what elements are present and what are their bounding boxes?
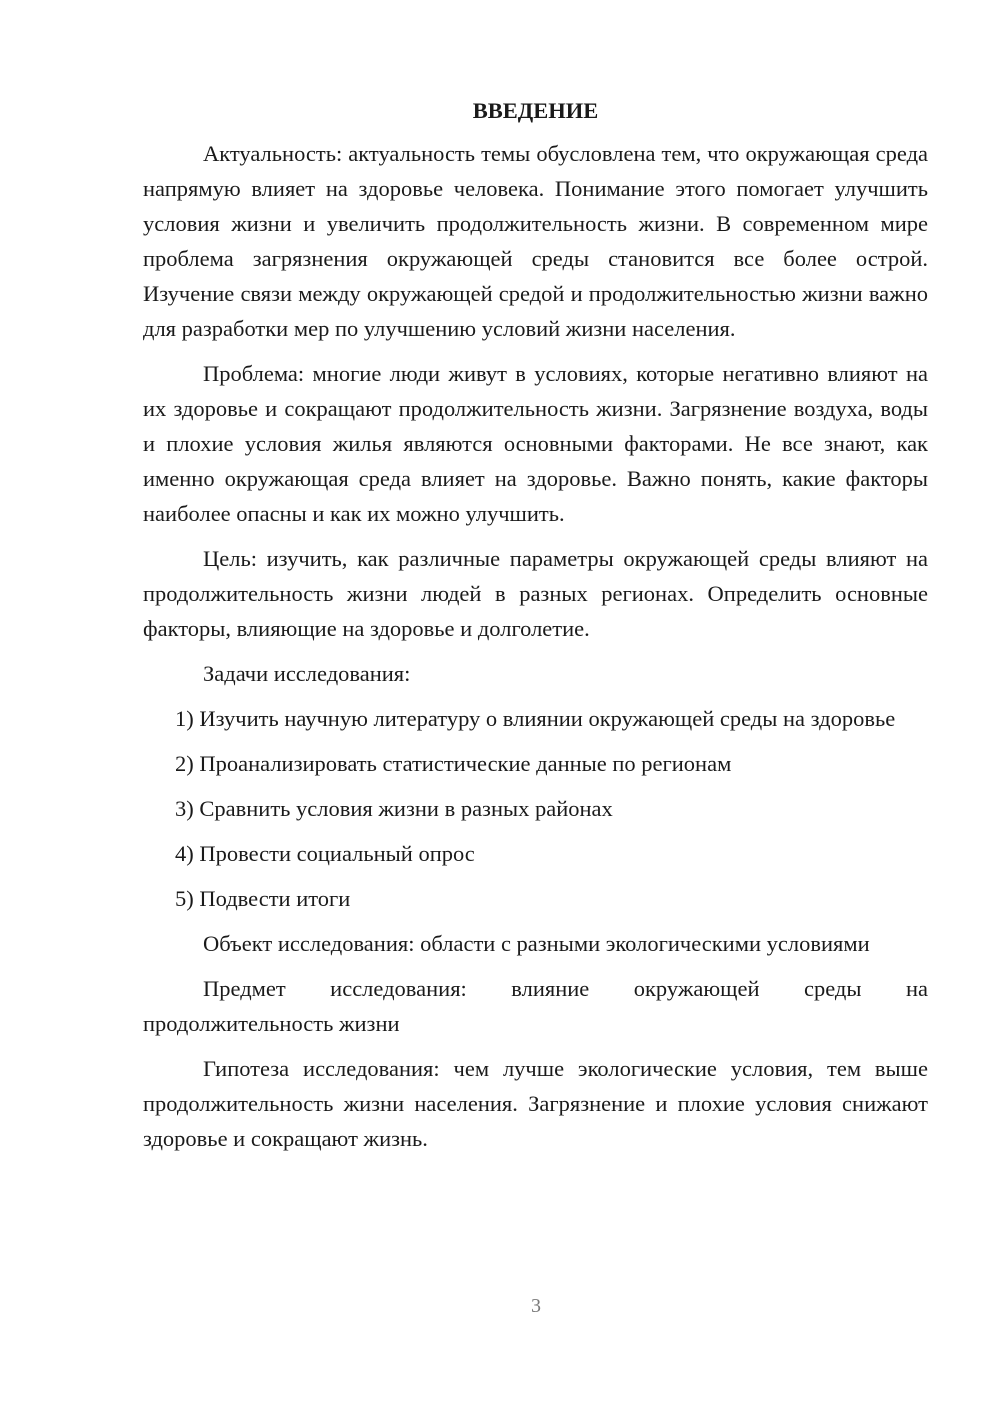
task-item: 3) Сравнить условия жизни в разных районах bbox=[175, 796, 613, 821]
problem-paragraph: Проблема: многие люди живут в условиях, которые негативно влияют на их здоровье и сокращают продолжительность жизни. Загрязнение воздуха, воды и плохие условия жилья являются основными факторами. Не все знают, как именно окружающая среда влияет на здоровье. Важно понять, какие факторы наиболее опасны и как их можно улучшить. bbox=[143, 361, 928, 526]
goal-paragraph: Цель: изучить, как различные параметры окружающей среды влияют на продолжительность жизни людей в разных регионах. Определить основные факторы, влияющие на здоровье и долголетие. bbox=[143, 546, 928, 641]
task-item: 4) Провести социальный опрос bbox=[175, 841, 475, 866]
object-paragraph: Объект исследования: области с разными экологическими условиями bbox=[203, 931, 870, 956]
page-title: ВВЕДЕНИЕ bbox=[472, 98, 599, 123]
tasks-heading: Задачи исследования: bbox=[203, 661, 411, 686]
relevance-paragraph: Актуальность: актуальность темы обусловлена тем, что окружающая среда напрямую влияет на здоровье человека. Понимание этого помогает улучшить условия жизни и увеличить продолжительность жизни. В современном мире проблема загрязнения окружающей среды становится все более острой. Изучение связи между окружающей средой и продолжительностью жизни важно для разработки мер по улучшению условий жизни населения. bbox=[143, 141, 928, 341]
task-item: 1) Изучить научную литературу о влиянии окружающей среды на здоровье bbox=[175, 706, 896, 731]
subject-paragraph: Предмет исследования: влияние окружающей среды на продолжительность жизни bbox=[143, 976, 928, 1036]
page-number: 3 bbox=[531, 1295, 541, 1317]
task-item: 5) Подвести итоги bbox=[175, 886, 351, 911]
document-page bbox=[143, 96, 928, 1166]
hypothesis-paragraph: Гипотеза исследования: чем лучше экологические условия, тем выше продолжительность жизни населения. Загрязнение и плохие условия снижают здоровье и сокращают жизнь. bbox=[143, 1056, 928, 1151]
task-item: 2) Проанализировать статистические данные по регионам bbox=[175, 751, 732, 776]
